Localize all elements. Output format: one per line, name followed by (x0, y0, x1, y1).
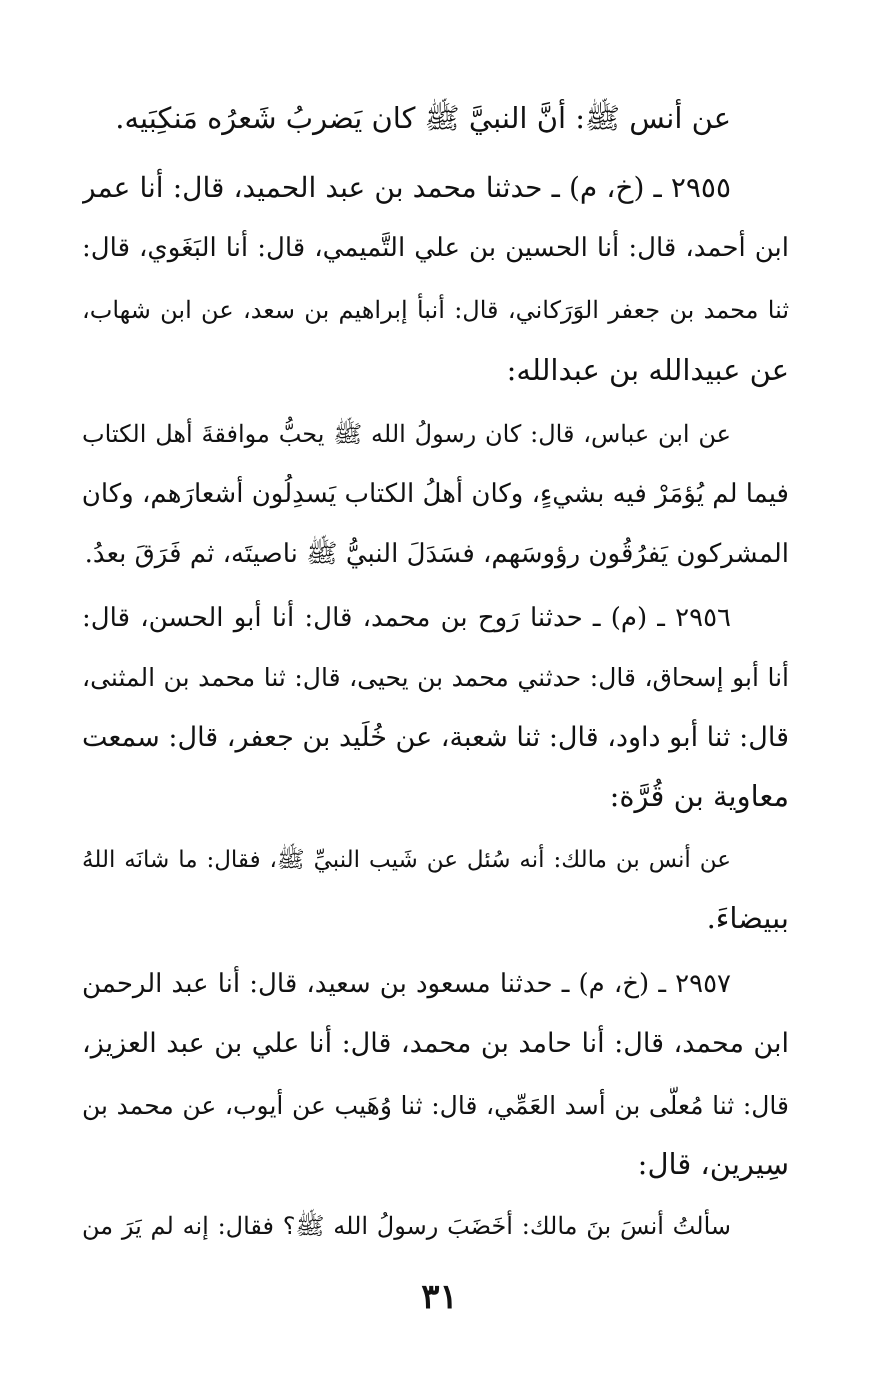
text-line-8: المشركون يَفرُقُون رؤوسَهم، فسَدَلَ النبيُّ ﷺ ناصيتَه، ثم فَرَقَ بعدُ. (84, 539, 789, 569)
text-line-7: فيما لم يُؤمَرْ فيه بشيءٍ، وكان أهلُ الكتاب يَسدِلُون أشعارَهم، وكان (82, 479, 789, 509)
hadith-2956-heading-line: ٢٩٥٦ ـ (م) ـ حدثنا رَوح بن محمد، قال: أنا أبو الحسن، قال: (82, 603, 731, 633)
text-line-3: ابن أحمد، قال: أنا الحسين بن علي التَّميمي، قال: أنا البَغَوي، قال: (82, 233, 789, 263)
text-line-18: سِيرين، قال: (637, 1147, 789, 1181)
text-line-16: ابن محمد، قال: أنا حامد بن محمد، قال: أنا علي بن عبد العزيز، (82, 1028, 789, 1059)
text-line-4: ثنا محمد بن جعفر الوَرَكاني، قال: أنبأ إبراهيم بن سعد، عن ابن شهاب، (82, 296, 789, 324)
text-line-1: عن أنس ﷺ: أنَّ النبيَّ ﷺ كان يَضربُ شَعرُه مَنكِبَيه. (115, 101, 731, 135)
hadith-2955-heading-line: ٢٩٥٥ ـ (خ، م) ـ حدثنا محمد بن عبد الحميد، قال: أنا عمر (82, 171, 731, 204)
text-line-19: سألتُ أنسَ بنَ مالك: أخَضَبَ رسولُ الله ﷺ؟ فقال: إنه لم يَرَ من (82, 1212, 731, 1240)
text-line-6: عن ابن عباس، قال: كان رسولُ الله ﷺ يحبُّ موافقةَ أهل الكتاب (82, 420, 731, 448)
text-line-11: قال: ثنا أبو داود، قال: ثنا شعبة، عن خُلَيد بن جعفر، قال: سمعت (82, 722, 789, 753)
hadith-2957-heading-line: ٢٩٥٧ ـ (خ، م) ـ حدثنا مسعود بن سعيد، قال: أنا عبد الرحمن (82, 969, 731, 999)
text-line-5: عن عبيدالله بن عبدالله: (506, 353, 789, 387)
text-line-14: ببيضاءَ. (706, 901, 789, 935)
text-line-12: معاوية بن قُرَّة: (609, 779, 789, 813)
text-line-13: عن أنس بن مالك: أنه سُئل عن شَيب النبيِّ ﷺ، فقال: ما شانَه اللهُ (82, 847, 731, 873)
text-line-17: قال: ثنا مُعلَّى بن أسد العَمِّي، قال: ثنا وُهَيب عن أيوب، عن محمد بن (82, 1091, 789, 1120)
page-number: ٣١ (421, 1277, 458, 1317)
text-line-10: أنا أبو إسحاق، قال: حدثني محمد بن يحيى، قال: ثنا محمد بن المثنى، (82, 663, 789, 692)
